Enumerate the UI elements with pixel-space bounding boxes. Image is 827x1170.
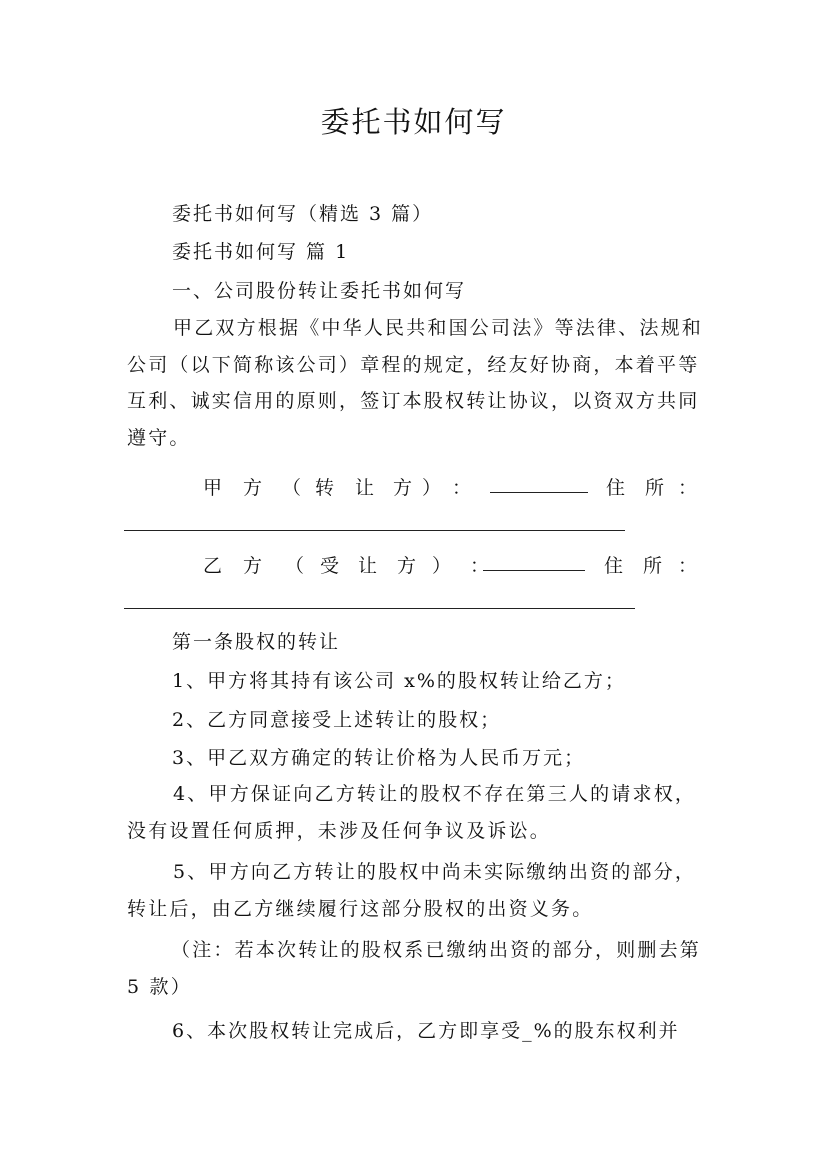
piece-heading: 委托书如何写 篇 1 <box>172 241 350 263</box>
party-a-line <box>0 473 827 503</box>
party-b-address-char: ： <box>678 555 698 577</box>
subtitle: 委托书如何写（精选 3 篇） <box>172 203 434 225</box>
party-b-name-blank <box>483 570 585 571</box>
clause-4: 4、甲方保证向乙方转让的股权不存在第三人的请求权，没有设置任何质押，未涉及任何争议及诉讼。 <box>127 783 697 842</box>
party-a-char: 转 <box>315 477 335 499</box>
clause-5: 5、甲方向乙方转让的股权中尚未实际缴纳出资的部分，转让后，由乙方继续履行这部分股权的出资义务。 <box>127 861 697 920</box>
party-a-address-char: 住 <box>606 477 626 499</box>
clause-6: 6、本次股权转让完成后，乙方即享受_%的股东权利并 <box>172 1020 680 1042</box>
section-heading: 一、公司股份转让委托书如何写 <box>172 280 467 302</box>
note: （注：若本次转让的股权系已缴纳出资的部分，则删去第 5 款） <box>127 939 702 998</box>
party-a-char: 方 <box>243 477 263 499</box>
intro-paragraph: 甲乙双方根据《中华人民共和国公司法》等法律、法规和公司（以下简称该公司）章程的规定，经友好协商，本着平等互利、诚实信用的原则，签订本股权转让协议，以资双方共同遵守。 <box>127 317 704 449</box>
party-b-char: ： <box>470 555 490 577</box>
clause-2: 2、乙方同意接受上述转让的股权； <box>172 709 502 731</box>
clause-1: 1、甲方将其持有该公司 x%的股权转让给乙方； <box>172 670 626 692</box>
party-b-char: 方 <box>397 555 417 577</box>
party-b-char: ） <box>432 555 452 577</box>
party-b-char: 受 <box>320 555 340 577</box>
party-a-address-char: 所 <box>645 477 665 499</box>
document-title: 委托书如何写 <box>320 105 507 139</box>
party-b-address-char: 住 <box>604 555 624 577</box>
party-a-char: 方 <box>393 477 413 499</box>
clause-3: 3、甲乙双方确定的转让价格为人民币万元； <box>172 747 586 769</box>
party-a-address-blank <box>124 530 625 531</box>
party-b-line <box>0 551 827 581</box>
party-b-address-char: 所 <box>643 555 663 577</box>
party-b-char: （ <box>285 555 305 577</box>
party-a-name-blank <box>490 492 588 493</box>
party-a-char: ： <box>452 477 472 499</box>
party-b-char: 乙 <box>203 555 223 577</box>
party-b-char: 方 <box>243 555 263 577</box>
party-a-address-char: ： <box>678 477 698 499</box>
party-a-char: （ <box>282 477 302 499</box>
article-1-heading: 第一条股权的转让 <box>172 631 341 653</box>
party-a-char: 让 <box>355 477 375 499</box>
party-b-address-blank <box>124 608 635 609</box>
party-a-char: ） <box>422 477 442 499</box>
party-b-char: 让 <box>358 555 378 577</box>
party-a-char: 甲 <box>203 477 223 499</box>
